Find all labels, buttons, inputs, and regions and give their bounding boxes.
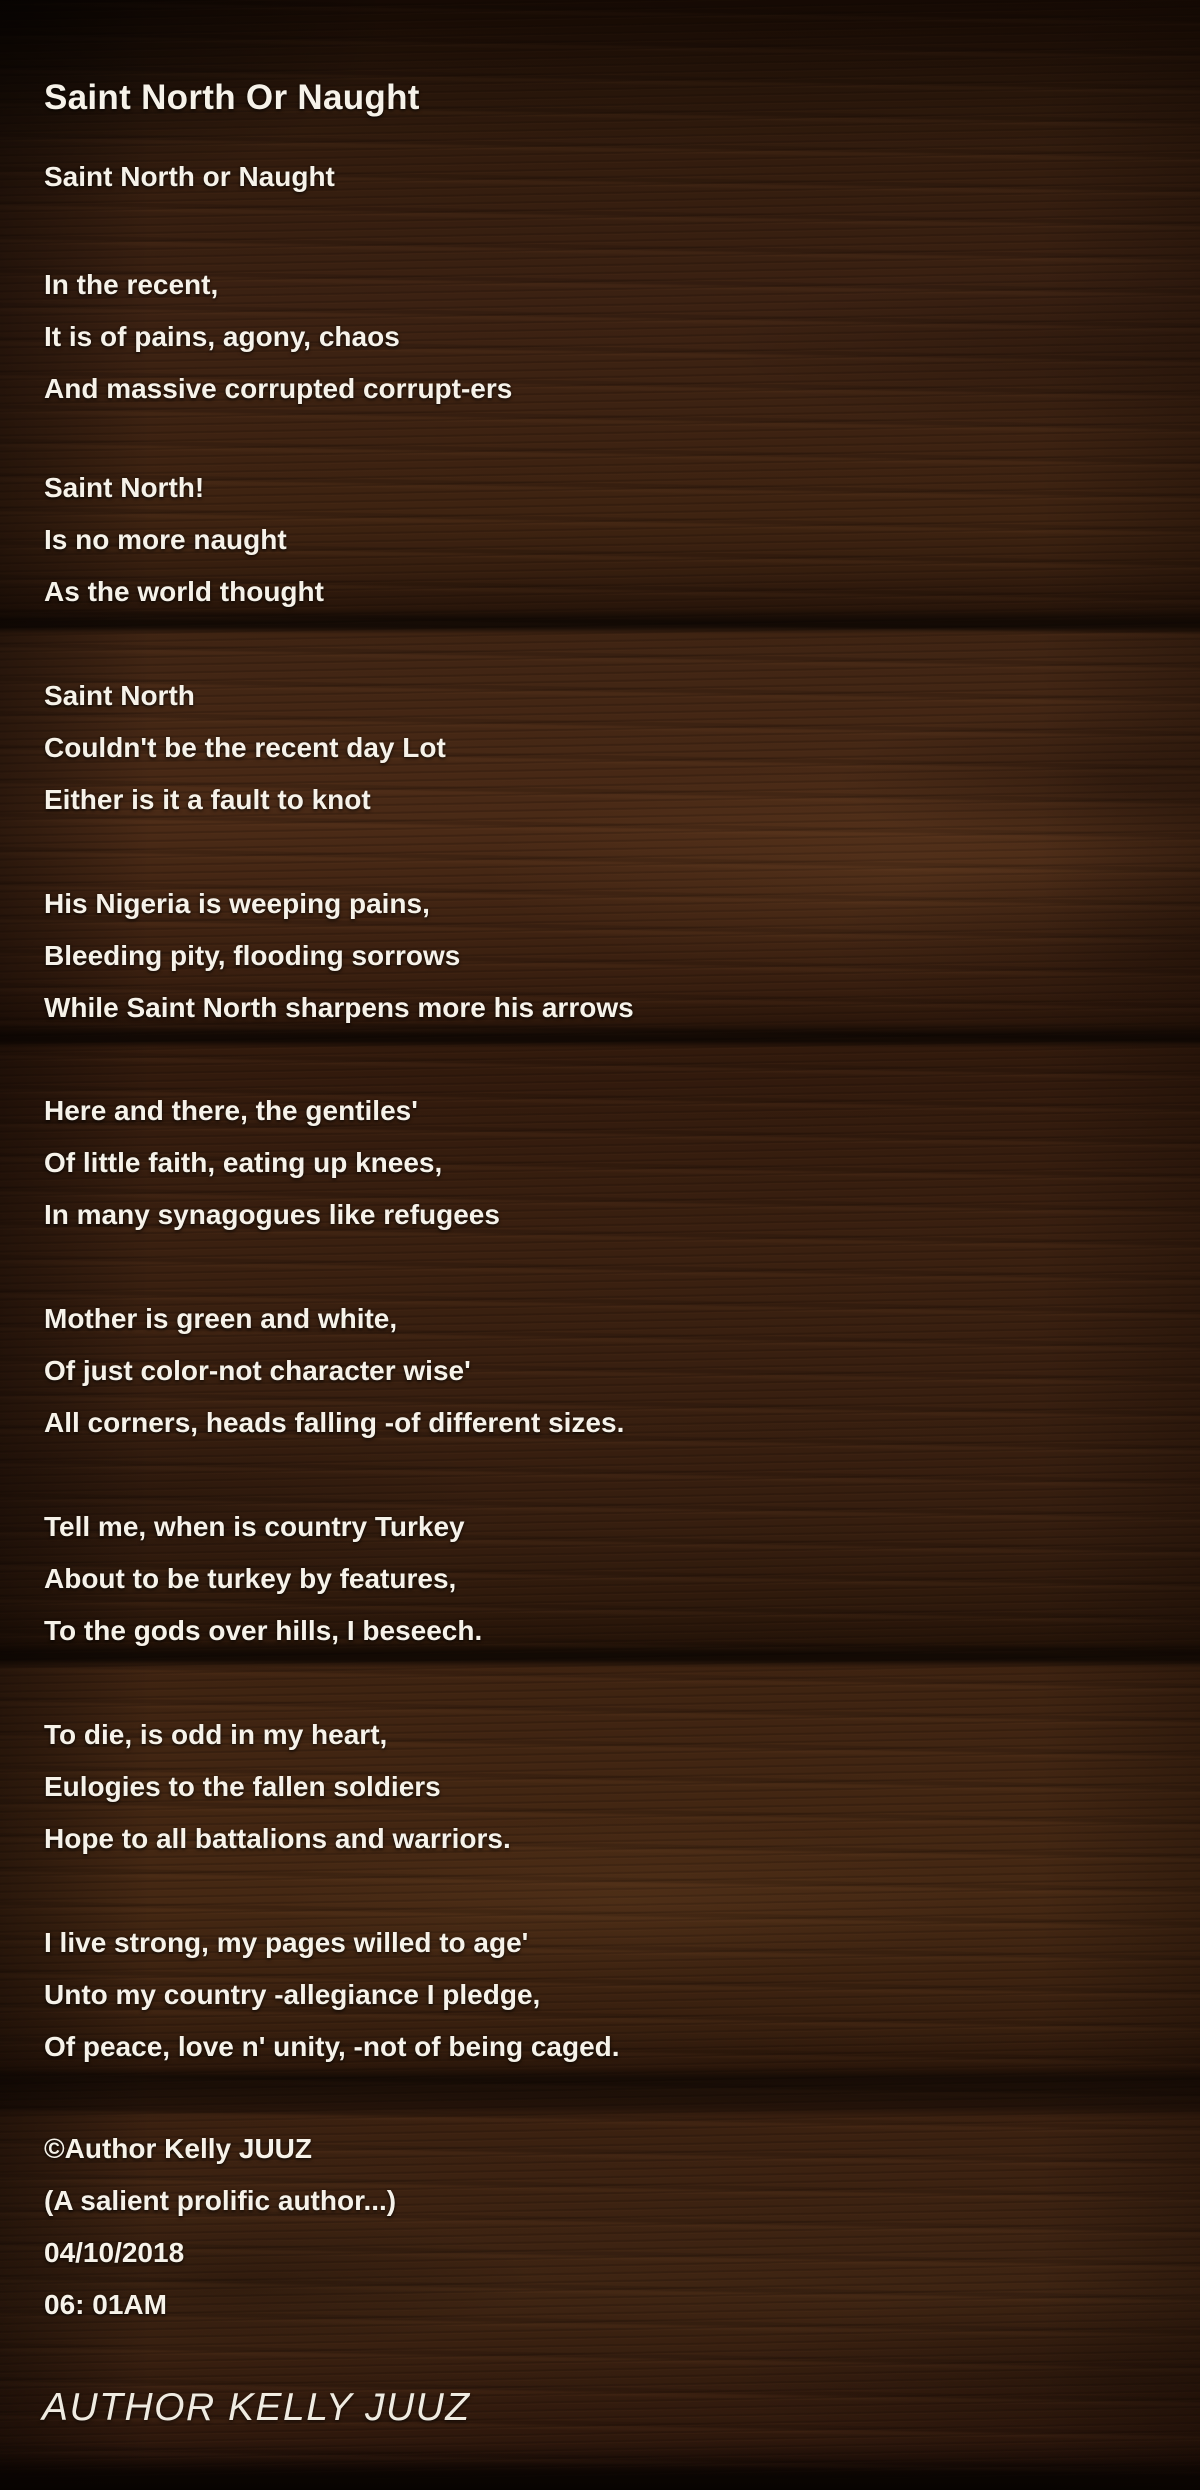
poem-line: Is no more naught: [44, 524, 287, 555]
poem-line: While Saint North sharpens more his arrows: [44, 992, 634, 1023]
stanza-4: [44, 878, 634, 1034]
stanza-7: [44, 1501, 482, 1657]
poem-line: Of little faith, eating up knees,: [44, 1147, 443, 1178]
poem-line: Eulogies to the fallen soldiers: [44, 1771, 441, 1802]
poem-line: Bleeding pity, flooding sorrows: [44, 940, 461, 971]
poem-line: Hope to all battalions and warriors.: [44, 1823, 511, 1854]
poem-line: I live strong, my pages willed to age': [44, 1927, 529, 1958]
poem-line: Mother is green and white,: [44, 1303, 398, 1334]
stanza-8: [44, 1709, 511, 1865]
poem-line: Of just color-not character wise': [44, 1355, 471, 1386]
poem-line: Couldn't be the recent day Lot: [44, 732, 446, 763]
author-signature: AUTHOR KELLY JUUZ: [42, 2386, 471, 2429]
poem-line: Tell me, when is country Turkey: [44, 1511, 465, 1542]
author-copyright-line: ©Author Kelly JUUZ: [44, 2133, 312, 2164]
stanza-5: [44, 1085, 500, 1241]
poem-line: About to be turkey by features,: [44, 1563, 457, 1594]
poem-line: To the gods over hills, I beseech.: [44, 1615, 483, 1646]
poem-line: As the world thought: [44, 576, 324, 607]
poem-line: All corners, heads falling -of different sizes.: [44, 1407, 625, 1438]
poem-subtitle: Saint North or Naught: [44, 161, 335, 192]
poem-line: Of peace, love n' unity, -not of being caged.: [44, 2031, 620, 2062]
poem-line: Either is it a fault to knot: [44, 784, 371, 815]
page-title: Saint North Or Naught: [44, 78, 420, 118]
poem-line: In many synagogues like refugees: [44, 1199, 500, 1230]
stanza-3: [44, 670, 446, 826]
credit-time: 06: 01AM: [44, 2289, 167, 2320]
poem-line: Unto my country -allegiance I pledge,: [44, 1979, 541, 2010]
author-description-line: (A salient prolific author...): [44, 2185, 397, 2216]
poem-line: And massive corrupted corrupt-ers: [44, 373, 513, 404]
stanza-2: [44, 462, 324, 618]
poem-line: To die, is odd in my heart,: [44, 1719, 388, 1750]
poem-line: In the recent,: [44, 269, 219, 300]
author-credit-block: [44, 2123, 396, 2331]
poem-line: His Nigeria is weeping pains,: [44, 888, 430, 919]
poem-line: Saint North!: [44, 472, 205, 503]
credit-date: 04/10/2018: [44, 2237, 185, 2268]
poem-line: It is of pains, agony, chaos: [44, 321, 400, 352]
stanza-1: [44, 259, 512, 415]
stanza-6: [44, 1293, 624, 1449]
stanza-9: [44, 1917, 620, 2073]
poem-line: Here and there, the gentiles': [44, 1095, 418, 1126]
poem-line: Saint North: [44, 680, 195, 711]
